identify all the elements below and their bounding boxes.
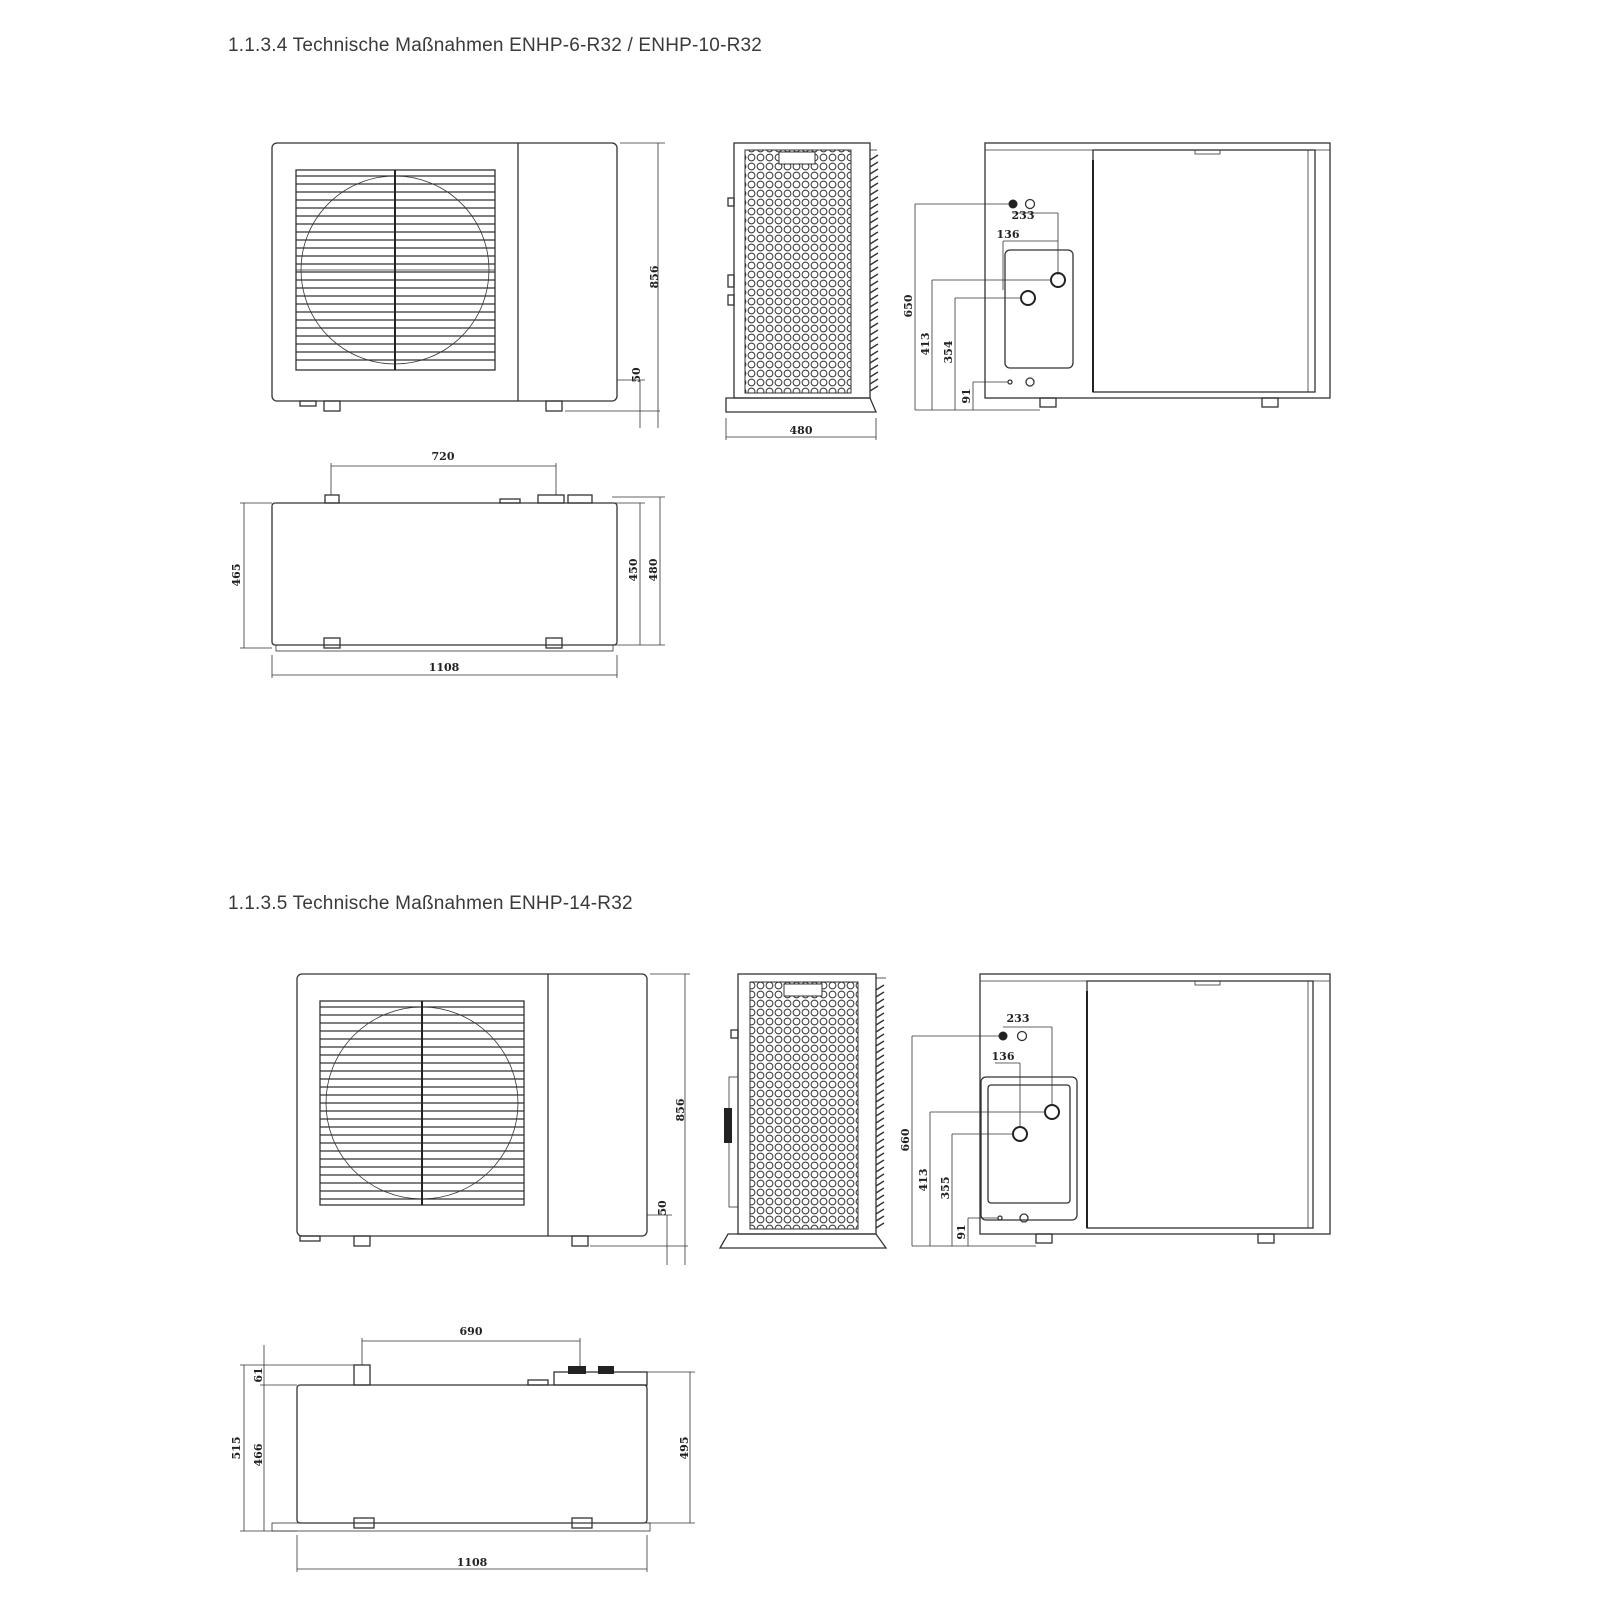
front-view-1: [272, 143, 665, 428]
side-fin: [870, 316, 878, 321]
side-fin: [870, 190, 878, 195]
side-fin: [876, 1111, 884, 1116]
dim-foot-height-2: 50: [656, 1200, 669, 1216]
side-fin: [870, 281, 878, 286]
side-fin: [876, 1195, 884, 1200]
side-fin: [876, 1069, 884, 1074]
side-fin: [870, 253, 878, 258]
side-fin: [870, 232, 878, 237]
dim-top-width-2: 1108: [456, 1556, 488, 1569]
side-fin: [870, 372, 878, 377]
side-fin: [870, 330, 878, 335]
side-fin: [870, 260, 878, 265]
side-fin: [870, 323, 878, 328]
section-2-drawings: [230, 974, 1330, 1572]
dim-foot-height-1: 50: [630, 367, 643, 383]
side-fin: [870, 246, 878, 251]
top-view-1: [230, 450, 665, 678]
dim-front-height-1: 856: [648, 265, 661, 289]
dim-top-depth-61-2: 61: [252, 1367, 265, 1383]
side-fin: [876, 985, 884, 990]
dim-top-spacing-1: 720: [431, 450, 455, 463]
top-view-2: [230, 1325, 695, 1572]
side-fin: [870, 218, 878, 223]
dim-conn-spacing-1: 233: [1011, 209, 1035, 222]
dim-front-height-2: 856: [674, 1098, 687, 1122]
side-fin: [870, 365, 878, 370]
section-1-drawings: [230, 143, 1330, 678]
section-title-1: 1.1.3.4 Technische Maßnahmen ENHP-6-R32 / ENHP-10-R32: [228, 35, 763, 56]
side-fin: [870, 379, 878, 384]
side-fin: [870, 344, 878, 349]
side-fin: [870, 197, 878, 202]
side-fin: [876, 1174, 884, 1179]
side-fin: [876, 1167, 884, 1172]
side-fin: [870, 288, 878, 293]
dim-top-width-1: 1108: [428, 661, 460, 674]
side-fin: [876, 1209, 884, 1214]
dim-conn-offset-1: 136: [996, 228, 1020, 241]
dim-top-depth-450-1: 450: [627, 558, 640, 582]
side-fin: [876, 1104, 884, 1109]
dim-height-660-2: 660: [899, 1128, 912, 1152]
side-fin: [870, 169, 878, 174]
side-view-1: [726, 143, 878, 440]
dim-height-91-2: 91: [955, 1224, 968, 1240]
dim-conn-spacing-2: 233: [1006, 1012, 1030, 1025]
dim-height-355-2: 355: [939, 1176, 952, 1200]
side-fin: [870, 155, 878, 160]
side-fin: [876, 1160, 884, 1165]
side-fin: [876, 1153, 884, 1158]
rear-view-2: [899, 974, 1330, 1246]
side-fin: [870, 386, 878, 391]
side-fin: [876, 999, 884, 1004]
dim-side-depth-1: 480: [789, 424, 813, 437]
side-fin: [870, 225, 878, 230]
dim-top-depth-left-1: 465: [230, 563, 243, 587]
side-fin: [876, 992, 884, 997]
dim-height-91-1: 91: [960, 388, 973, 404]
side-fin: [870, 295, 878, 300]
dim-height-413-1: 413: [919, 332, 932, 356]
side-fin: [876, 1041, 884, 1046]
side-fin: [870, 204, 878, 209]
rear-view-1: [902, 143, 1330, 410]
side-fin: [876, 1090, 884, 1095]
side-fin: [870, 267, 878, 272]
dim-conn-offset-2: 136: [991, 1050, 1015, 1063]
side-fin: [876, 1146, 884, 1151]
side-view-2: [720, 974, 886, 1248]
side-fin: [870, 351, 878, 356]
side-fin: [876, 1125, 884, 1130]
side-fin: [870, 302, 878, 307]
side-fin: [876, 1202, 884, 1207]
side-fin: [876, 1020, 884, 1025]
side-fin: [876, 1055, 884, 1060]
section-title-2: 1.1.3.5 Technische Maßnahmen ENHP-14-R32: [228, 893, 633, 914]
side-fin: [876, 1083, 884, 1088]
side-fin: [876, 1118, 884, 1123]
side-fin: [876, 1006, 884, 1011]
side-fin: [870, 309, 878, 314]
side-fin: [870, 176, 878, 181]
side-fin: [876, 1034, 884, 1039]
side-fin: [876, 1139, 884, 1144]
side-fin: [876, 1188, 884, 1193]
dim-top-depth-480-1: 480: [647, 558, 660, 582]
front-view-2: [297, 974, 690, 1265]
side-fin: [876, 1048, 884, 1053]
dim-height-650-1: 650: [902, 294, 915, 318]
side-fin: [876, 1216, 884, 1221]
side-fin: [870, 358, 878, 363]
side-fin: [876, 1027, 884, 1032]
side-fin: [870, 162, 878, 167]
dim-top-depth-466-2: 466: [252, 1443, 265, 1467]
dim-top-depth-495-2: 495: [678, 1436, 691, 1460]
side-fin: [876, 1097, 884, 1102]
side-fin: [876, 1013, 884, 1018]
side-fin: [870, 183, 878, 188]
dim-top-spacing-2: 690: [459, 1325, 483, 1338]
side-fin: [876, 1181, 884, 1186]
side-fin: [876, 1132, 884, 1137]
dim-height-354-1: 354: [942, 340, 955, 364]
side-fin: [876, 1062, 884, 1067]
side-fin: [870, 239, 878, 244]
dim-top-depth-515-2: 515: [230, 1436, 243, 1460]
side-fin: [870, 337, 878, 342]
side-fin: [876, 1076, 884, 1081]
dim-height-413-2: 413: [917, 1168, 930, 1192]
side-fin: [876, 1223, 884, 1228]
side-fin: [870, 211, 878, 216]
side-fin: [870, 274, 878, 279]
